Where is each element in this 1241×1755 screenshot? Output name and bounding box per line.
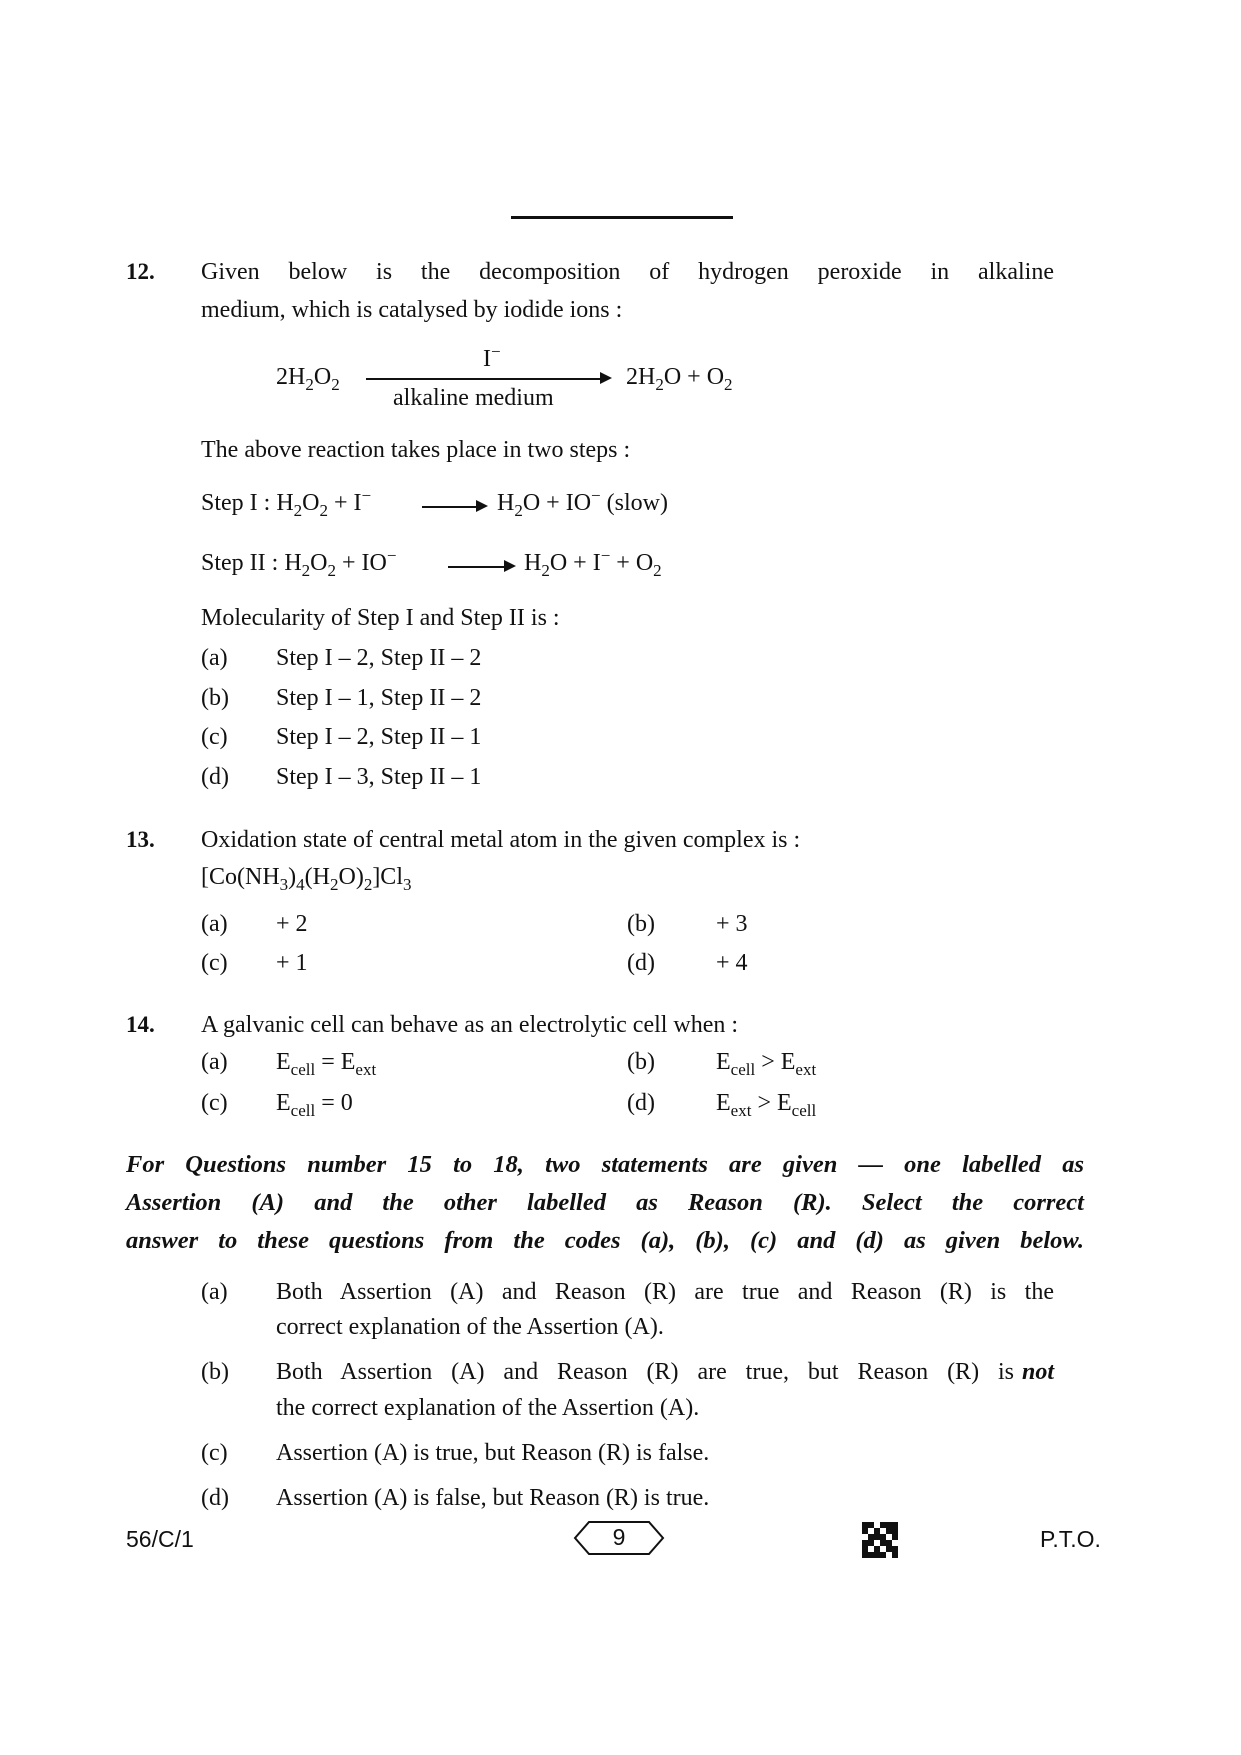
q12-step1-rhs: $H_2O + IO^-$ (slow) <box>497 486 668 520</box>
q14-option-b-text: $E_{cell} > E_{ext}$ <box>716 1049 817 1079</box>
q14-option-b-label: (b) <box>627 1049 655 1075</box>
code-d-label: (d) <box>201 1485 229 1511</box>
instructions-line2: Assertion (A) and the other labelled as Reason (R). Select the correct <box>126 1189 1084 1216</box>
q14-option-c-text: $E_{cell} = 0$ <box>276 1090 353 1120</box>
code-a-line1: Both Assertion (A) and Reason (R) are true and Reason (R) is the <box>276 1279 1054 1305</box>
footer-pto: P.T.O. <box>1040 1526 1101 1552</box>
q14-option-d-text: $E_{ext} > E_{cell}$ <box>716 1090 817 1120</box>
question-number-14: 14. <box>126 1012 155 1037</box>
q12-reactant: $2H_2O_2$ <box>276 364 340 394</box>
code-d-line1: Assertion (A) is false, but Reason (R) is true. <box>276 1485 710 1511</box>
q12-condition: alkaline medium <box>393 385 554 411</box>
q14-option-d-label: (d) <box>627 1090 655 1116</box>
question-number-12: 12. <box>126 259 155 284</box>
q12-intro-line2: medium, which is catalysed by iodide ions : <box>201 297 623 323</box>
q12-steps-intro: The above reaction takes place in two steps : <box>201 437 631 463</box>
code-b-label: (b) <box>201 1359 229 1385</box>
q13-question: Oxidation state of central metal atom in the given complex is : <box>201 827 801 853</box>
q14-option-a-label: (a) <box>201 1049 228 1075</box>
q12-option-a-label: (a) <box>201 645 228 671</box>
q13-option-c-text: + 1 <box>276 950 308 976</box>
q12-option-b-text: Step I – 1, Step II – 2 <box>276 685 482 711</box>
code-b-line2: the correct explanation of the Assertion (A). <box>276 1395 700 1421</box>
q12-option-c-label: (c) <box>201 724 228 750</box>
code-b-line1-text: Both Assertion (A) and Reason (R) are true, but Reason (R) is <box>276 1359 1014 1385</box>
q13-option-b-text: + 3 <box>716 911 748 937</box>
q12-step1-arrow <box>422 500 488 514</box>
footer-page-number: 9 <box>612 1524 626 1550</box>
q14-option-a-text: $E_{cell} = E_{ext}$ <box>276 1049 377 1079</box>
instructions-line1: For Questions number 15 to 18, two statements are given — one labelled as <box>126 1151 1084 1178</box>
q12-option-d-text: Step I – 3, Step II – 1 <box>276 764 482 790</box>
question-number-13: 13. <box>126 827 155 852</box>
q12-option-d-label: (d) <box>201 764 229 790</box>
code-a-label: (a) <box>201 1279 228 1305</box>
q12-intro-line1: Given below is the decomposition of hydrogen peroxide in alkaline <box>201 259 1054 285</box>
q13-option-a-label: (a) <box>201 911 228 937</box>
q13-option-d-text: + 4 <box>716 950 748 976</box>
q12-step2-arrow <box>448 560 516 574</box>
q12-step2-lhs: Step II : $H_2O_2 + IO^-$ <box>201 546 397 580</box>
q12-step2-rhs: $H_2O + I^- + O_2$ <box>524 546 662 580</box>
footer-paper-code: 56/C/1 <box>126 1526 194 1552</box>
q13-option-a-text: + 2 <box>276 911 308 937</box>
qr-code-icon <box>862 1522 898 1558</box>
code-b-line1 <box>276 1357 1054 1387</box>
code-c-line1: Assertion (A) is true, but Reason (R) is false. <box>276 1440 710 1466</box>
q13-option-c-label: (c) <box>201 950 228 976</box>
code-b-line1-emphasis: not <box>1021 1359 1054 1385</box>
q13-option-d-label: (d) <box>627 950 655 976</box>
q12-question: Molecularity of Step I and Step II is : <box>201 605 560 631</box>
code-a-line2: correct explanation of the Assertion (A). <box>276 1314 664 1340</box>
instructions-line3: answer to these questions from the codes (a), (b), (c) and (d) as given below. <box>126 1227 1084 1254</box>
q13-complex: $[Co(NH_3)_4(H_2O)_2]Cl_3$ <box>201 864 412 894</box>
q12-option-a-text: Step I – 2, Step II – 2 <box>276 645 482 671</box>
q12-option-c-text: Step I – 2, Step II – 1 <box>276 724 482 750</box>
q12-option-b-label: (b) <box>201 685 229 711</box>
footer-page-badge <box>573 1520 665 1556</box>
q14-question: A galvanic cell can behave as an electrolytic cell when : <box>201 1012 739 1038</box>
q13-option-b-label: (b) <box>627 911 655 937</box>
header-rule <box>511 216 733 219</box>
q12-products: $2H_2O + O_2$ <box>626 364 733 394</box>
q12-catalyst: I− <box>483 342 501 372</box>
q12-step1-lhs: Step I : $H_2O_2 + I^-$ <box>201 486 372 520</box>
q14-option-c-label: (c) <box>201 1090 228 1116</box>
code-c-label: (c) <box>201 1440 228 1466</box>
